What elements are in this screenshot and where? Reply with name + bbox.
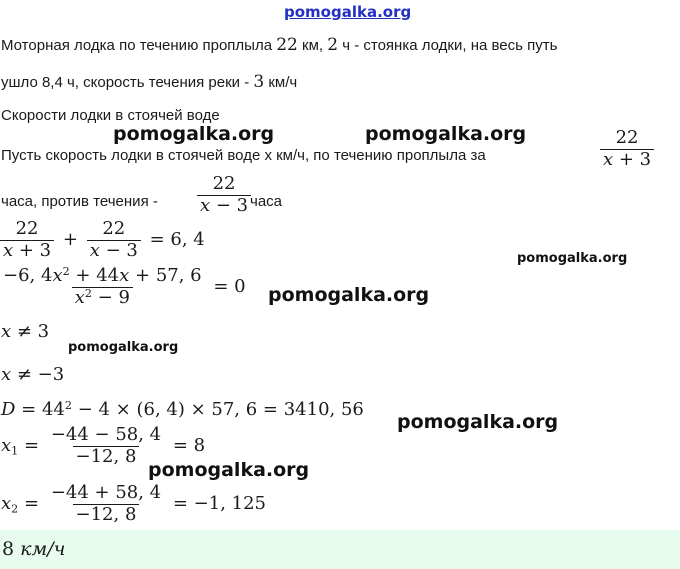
- problem-text: км,: [297, 37, 328, 54]
- condition-value: ≠ −3: [11, 364, 65, 385]
- watermark: pomogalka.org: [268, 284, 430, 306]
- watermark: pomogalka.org: [397, 411, 559, 433]
- fraction-upstream-time: [194, 174, 254, 216]
- problem-line-2: [1, 72, 297, 92]
- discriminant-expression: = 44: [15, 399, 65, 420]
- root-value: = −1, 125: [172, 493, 266, 515]
- variable-x: x: [52, 265, 63, 286]
- problem-current-speed: 3: [253, 72, 265, 92]
- variable-x: x: [1, 364, 12, 385]
- sentence-1: Пусть скорость лодки в стоячей воде x км/ч, по течению проплыла за: [1, 147, 486, 164]
- condition-1: [1, 321, 49, 342]
- variable-x: x: [74, 286, 85, 308]
- variable-x: x: [1, 493, 12, 515]
- fraction-denominator: −12, 8: [73, 446, 140, 468]
- sentence-2-end: часа: [250, 193, 282, 210]
- solution-heading: Скорости лодки в стоячей воде: [1, 107, 220, 124]
- problem-text: Моторная лодка по течению проплыла: [1, 37, 277, 54]
- fraction-denominator: + 3: [13, 239, 52, 261]
- watermark: pomogalka.org: [365, 123, 527, 145]
- fraction-numerator: 22: [212, 173, 236, 194]
- fraction-denominator: −12, 8: [73, 504, 140, 526]
- variable-x: x: [200, 194, 211, 216]
- problem-line-1: [1, 35, 557, 55]
- coefficient: −6, 4: [3, 265, 53, 286]
- fraction-numerator: 22: [615, 127, 639, 148]
- equation-rhs: = 0: [213, 276, 246, 298]
- answer-unit: км/ч: [14, 538, 66, 560]
- watermark: pomogalka.org: [517, 251, 628, 266]
- discriminant: [1, 399, 364, 420]
- variable-x: x: [1, 321, 12, 342]
- fraction-denominator: + 3: [613, 148, 652, 170]
- exponent: 2: [64, 398, 72, 412]
- answer-text: [2, 538, 65, 560]
- variable-d: D: [1, 399, 16, 420]
- fraction-numerator: 22: [102, 218, 126, 239]
- variable-x: x: [603, 148, 614, 170]
- fraction-denominator: − 3: [210, 194, 249, 216]
- variable-x: x: [1, 435, 12, 457]
- subscript: 1: [11, 444, 19, 458]
- equation-rhs: = 6, 4: [149, 229, 205, 251]
- problem-distance: 22: [276, 35, 298, 55]
- equals-sign: =: [18, 435, 40, 457]
- subscript: 2: [11, 502, 19, 516]
- watermark: pomogalka.org: [113, 123, 275, 145]
- fraction-numerator: 22: [15, 218, 39, 239]
- coefficient: + 57, 6: [129, 265, 202, 286]
- variable-x: x: [119, 265, 130, 286]
- condition-2: [1, 364, 64, 385]
- condition-value: ≠ 3: [11, 321, 50, 342]
- watermark-top: pomogalka.org: [284, 3, 412, 21]
- variable-x: x: [3, 239, 14, 261]
- answer-value: 8: [2, 538, 15, 560]
- fraction-denominator: − 9: [91, 286, 130, 308]
- root-value: = 8: [172, 435, 206, 457]
- problem-text: ушло 8,4 ч, скорость течения реки -: [1, 74, 254, 91]
- problem-text: км/ч: [264, 74, 298, 91]
- fraction-numerator: −44 + 58, 4: [50, 482, 162, 503]
- watermark: pomogalka.org: [148, 459, 310, 481]
- root-2: [1, 483, 266, 525]
- problem-text: ч - стоянка лодки, на весь путь: [338, 37, 558, 54]
- equals-sign: =: [18, 493, 40, 515]
- problem-stop-time: 2: [327, 35, 339, 55]
- equation-time-sum: [0, 219, 205, 261]
- equation-quadratic: [0, 266, 246, 308]
- coefficient: + 44: [69, 265, 120, 286]
- fraction-denominator: − 3: [99, 239, 138, 261]
- sentence-2: часа, против течения -: [1, 193, 158, 210]
- fraction-numerator: −44 − 58, 4: [50, 424, 162, 445]
- fraction-downstream-time: [597, 128, 657, 170]
- watermark: pomogalka.org: [68, 340, 179, 355]
- exponent: 2: [62, 264, 70, 278]
- exponent: 2: [84, 286, 92, 300]
- variable-x: x: [89, 239, 100, 261]
- answer-box: [0, 530, 680, 569]
- plus-sign: +: [62, 229, 78, 251]
- discriminant-expression: − 4 × (6, 4) × 57, 6 = 3410, 56: [71, 399, 364, 420]
